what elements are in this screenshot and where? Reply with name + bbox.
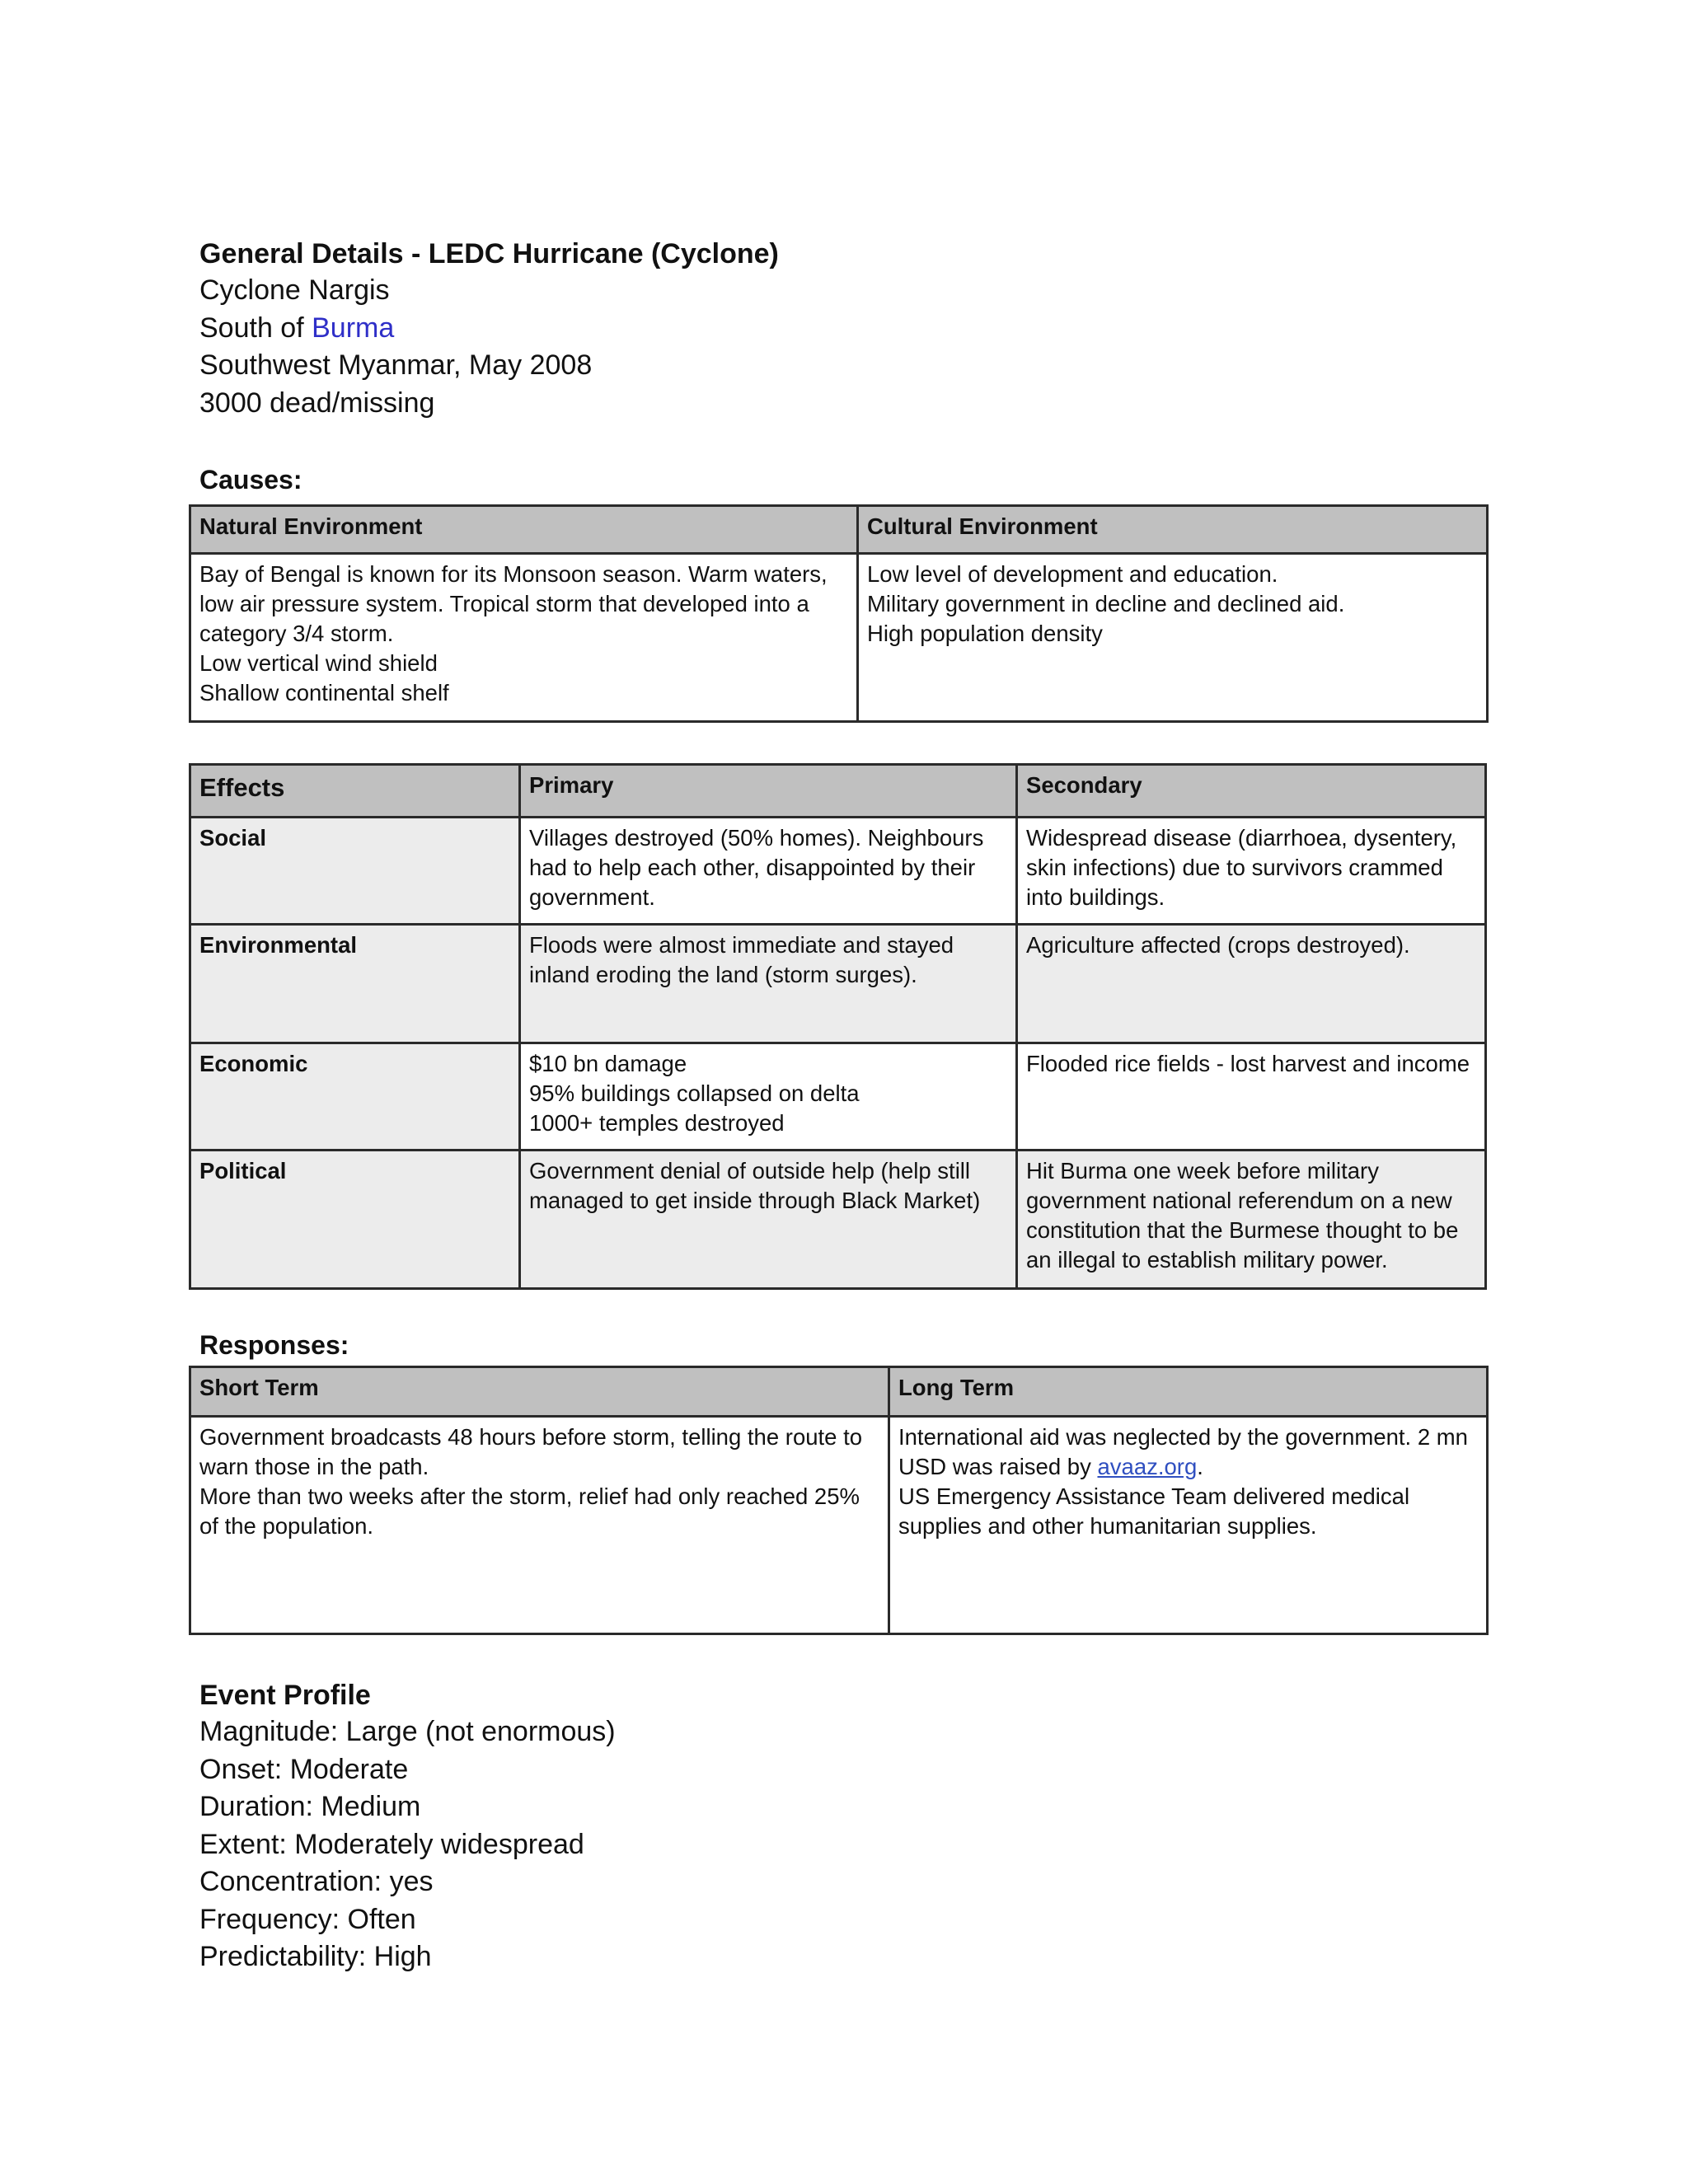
natural-line: Shallow continental shelf (199, 680, 449, 705)
cultural-line: Military government in decline and declined aid. (867, 591, 1345, 616)
effect-text: Hit Burma one week before military government national referendum on a new constitution that the Burmese thought to be an illegal to establish military power. (1026, 1158, 1459, 1272)
general-details (199, 236, 779, 422)
effects-table (189, 763, 1487, 1290)
event-region-date: Southwest Myanmar, May 2008 (199, 349, 593, 381)
profile-item: Duration: Medium (199, 1791, 421, 1822)
cultural-line: Low level of development and education. (867, 561, 1278, 587)
table-row (190, 818, 1486, 925)
profile-item: Frequency: Often (199, 1903, 416, 1935)
event-profile-title: Event Profile (199, 1680, 371, 1711)
effects-primary-cell (520, 818, 1017, 925)
effect-text: Widespread disease (diarrhoea, dysentery, skin infections) due to survivors crammed into buildings. (1026, 825, 1457, 910)
long-term-line: US Emergency Assistance Team delivered medical supplies and other humanitarian supplies. (898, 1483, 1410, 1539)
effects-header-primary: Primary (520, 765, 1017, 818)
effect-text: Floods were almost immediate and stayed inland eroding the land (storm surges). (529, 932, 954, 987)
short-term-line: More than two weeks after the storm, relief had only reached 25% of the population. (199, 1483, 860, 1539)
profile-item: Predictability: High (199, 1941, 432, 1972)
responses-header-long: Long Term (889, 1367, 1488, 1417)
effects-primary-cell (520, 925, 1017, 1043)
table-row (190, 925, 1486, 1043)
responses-header-short: Short Term (190, 1367, 889, 1417)
profile-item: Concentration: yes (199, 1866, 434, 1897)
effects-secondary-cell (1017, 1151, 1486, 1289)
effects-row-label: Environmental (190, 925, 520, 1043)
profile-item: Magnitude: Large (not enormous) (199, 1716, 616, 1747)
responses-table (189, 1366, 1489, 1635)
cultural-line: High population density (867, 621, 1103, 646)
effects-secondary-cell (1017, 1043, 1486, 1151)
effects-primary-cell (520, 1151, 1017, 1289)
effects-row-label: Economic (190, 1043, 520, 1151)
causes-header-natural: Natural Environment (190, 506, 858, 554)
table-row (190, 1043, 1486, 1151)
effect-text: 1000+ temples destroyed (529, 1110, 785, 1136)
location-prefix: South of (199, 312, 312, 344)
causes-label: Causes: (199, 465, 302, 494)
natural-line: Bay of Bengal is known for its Monsoon season. Warm waters, low air pressure system. Tropical storm that developed into a category 3/4 storm. (199, 561, 828, 646)
effect-text: Flooded rice fields - lost harvest and income (1026, 1051, 1470, 1076)
responses-label: Responses: (199, 1330, 349, 1360)
table-row (190, 1151, 1486, 1289)
profile-item: Extent: Moderately widespread (199, 1828, 584, 1860)
long-term-line (898, 1422, 1478, 1482)
natural-line: Low vertical wind shield (199, 650, 438, 676)
effects-row-label: Social (190, 818, 520, 925)
responses-short-cell (190, 1417, 889, 1634)
effects-header: Effects (190, 765, 520, 818)
long-term-text: International aid was neglected by the government. 2 mn USD was raised by (898, 1424, 1468, 1479)
long-term-text: . (1197, 1454, 1203, 1479)
causes-header-cultural: Cultural Environment (858, 506, 1488, 554)
event-name: Cyclone Nargis (199, 274, 390, 306)
effects-secondary-cell (1017, 818, 1486, 925)
general-details-title: General Details - LEDC Hurricane (Cyclone) (199, 238, 779, 269)
location-link[interactable]: Burma (312, 312, 395, 344)
causes-cultural-cell (858, 554, 1488, 722)
effects-secondary-cell (1017, 925, 1486, 1043)
short-term-line: Government broadcasts 48 hours before storm, telling the route to warn those in the path. (199, 1424, 863, 1479)
event-location (199, 310, 779, 348)
event-toll: 3000 dead/missing (199, 387, 435, 419)
effect-text: $10 bn damage (529, 1051, 687, 1076)
causes-natural-cell (190, 554, 858, 722)
effects-header-secondary: Secondary (1017, 765, 1486, 818)
effects-row-label: Political (190, 1151, 520, 1289)
effect-text: 95% buildings collapsed on delta (529, 1080, 860, 1106)
causes-table (189, 504, 1489, 723)
avaaz-link[interactable]: avaaz.org (1097, 1454, 1198, 1479)
profile-item: Onset: Moderate (199, 1753, 409, 1785)
responses-long-cell (889, 1417, 1488, 1634)
effect-text: Agriculture affected (crops destroyed). (1026, 932, 1410, 958)
effect-text: Villages destroyed (50% homes). Neighbours had to help each other, disappointed by their government. (529, 825, 984, 910)
event-profile (199, 1677, 616, 1976)
effect-text: Government denial of outside help (help still managed to get inside through Black Market) (529, 1158, 981, 1213)
effects-primary-cell (520, 1043, 1017, 1151)
